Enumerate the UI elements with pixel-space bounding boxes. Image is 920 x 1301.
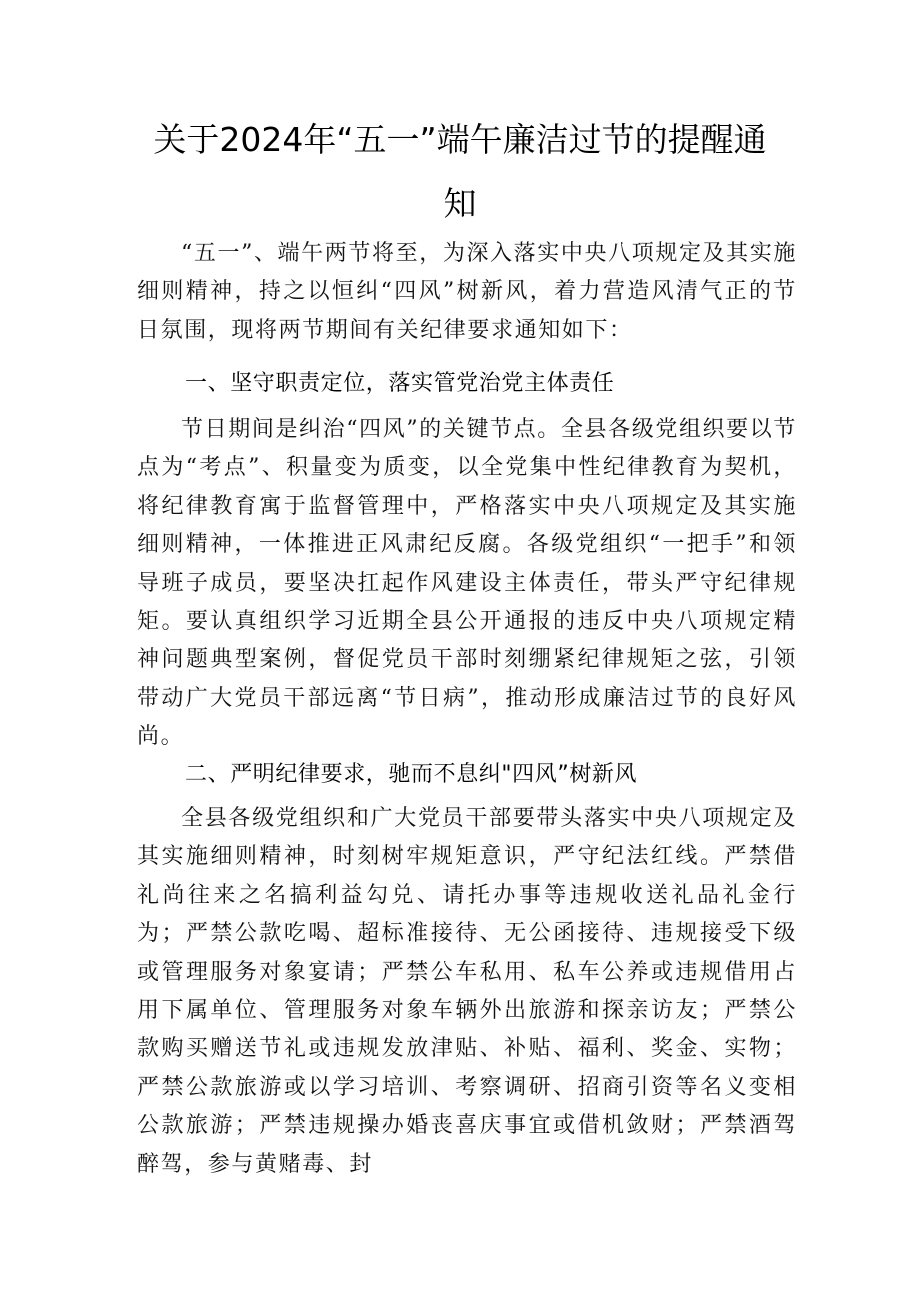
intro-paragraph: “五一”、端午两节将至，为深入落实中央八项规定及其实施细则精神，持之以恒纠“四风”树新风，着力营造风清气正的节日氛围，现将两节期间有关纪律要求通知如下： bbox=[137, 241, 797, 343]
section-2-body: 全县各级党组织和广大党员干部要带头落实中央八项规定及其实施细则精神，时刻树牢规矩意识，严守纪法红线。严禁借礼尚往来之名搞利益勾兑、请托办事等违规收送礼品礼金行为；严禁公款吃喝、超标准接待、无公函接待、违规接受下级或管理服务对象宴请；严禁公车私用、私车公养或违规借用占用下属单位、管理服务对象车辆外出旅游和探亲访友；严禁公款购买赠送节礼或违规发放津贴、补贴、福利、奖金、实物；严禁公款旅游或以学习培训、考察调研、招商引资等名义变相公款旅游；严禁违规操办婚丧喜庆事宜或借机敛财；严禁酒驾醉驾，参与黄赌毒、封 bbox=[137, 806, 797, 1177]
section-1-heading: 一、坚守职责定位，落实管党治党主体责任 bbox=[185, 371, 615, 396]
document-title-line-1: 关于2024年“五一”端午廉洁过节的提醒通 bbox=[153, 120, 767, 159]
section-2-heading: 二、严明纪律要求，驰而不息纠"四风”树新风 bbox=[185, 762, 638, 787]
document-title-line-2: 知 bbox=[443, 184, 477, 223]
section-1-body: 节日期间是纠治“四风”的关键节点。全县各级党组织要以节点为“考点”、积量变为质变，以全党集中性纪律教育为契机，将纪律教育寓于监督管理中，严格落实中央八项规定及其实施细则精神，一体推进正风肃纪反腐。各级党组织“一把手”和领导班子成员，要坚决扛起作风建设主体责任，带头严守纪律规矩。要认真组织学习近期全县公开通报的违反中央八项规定精神问题典型案例，督促党员干部时刻绷紧纪律规矩之弦，引领带动广大党员干部远离“节日病”，推动形成廉洁过节的良好风尚。 bbox=[137, 417, 797, 750]
